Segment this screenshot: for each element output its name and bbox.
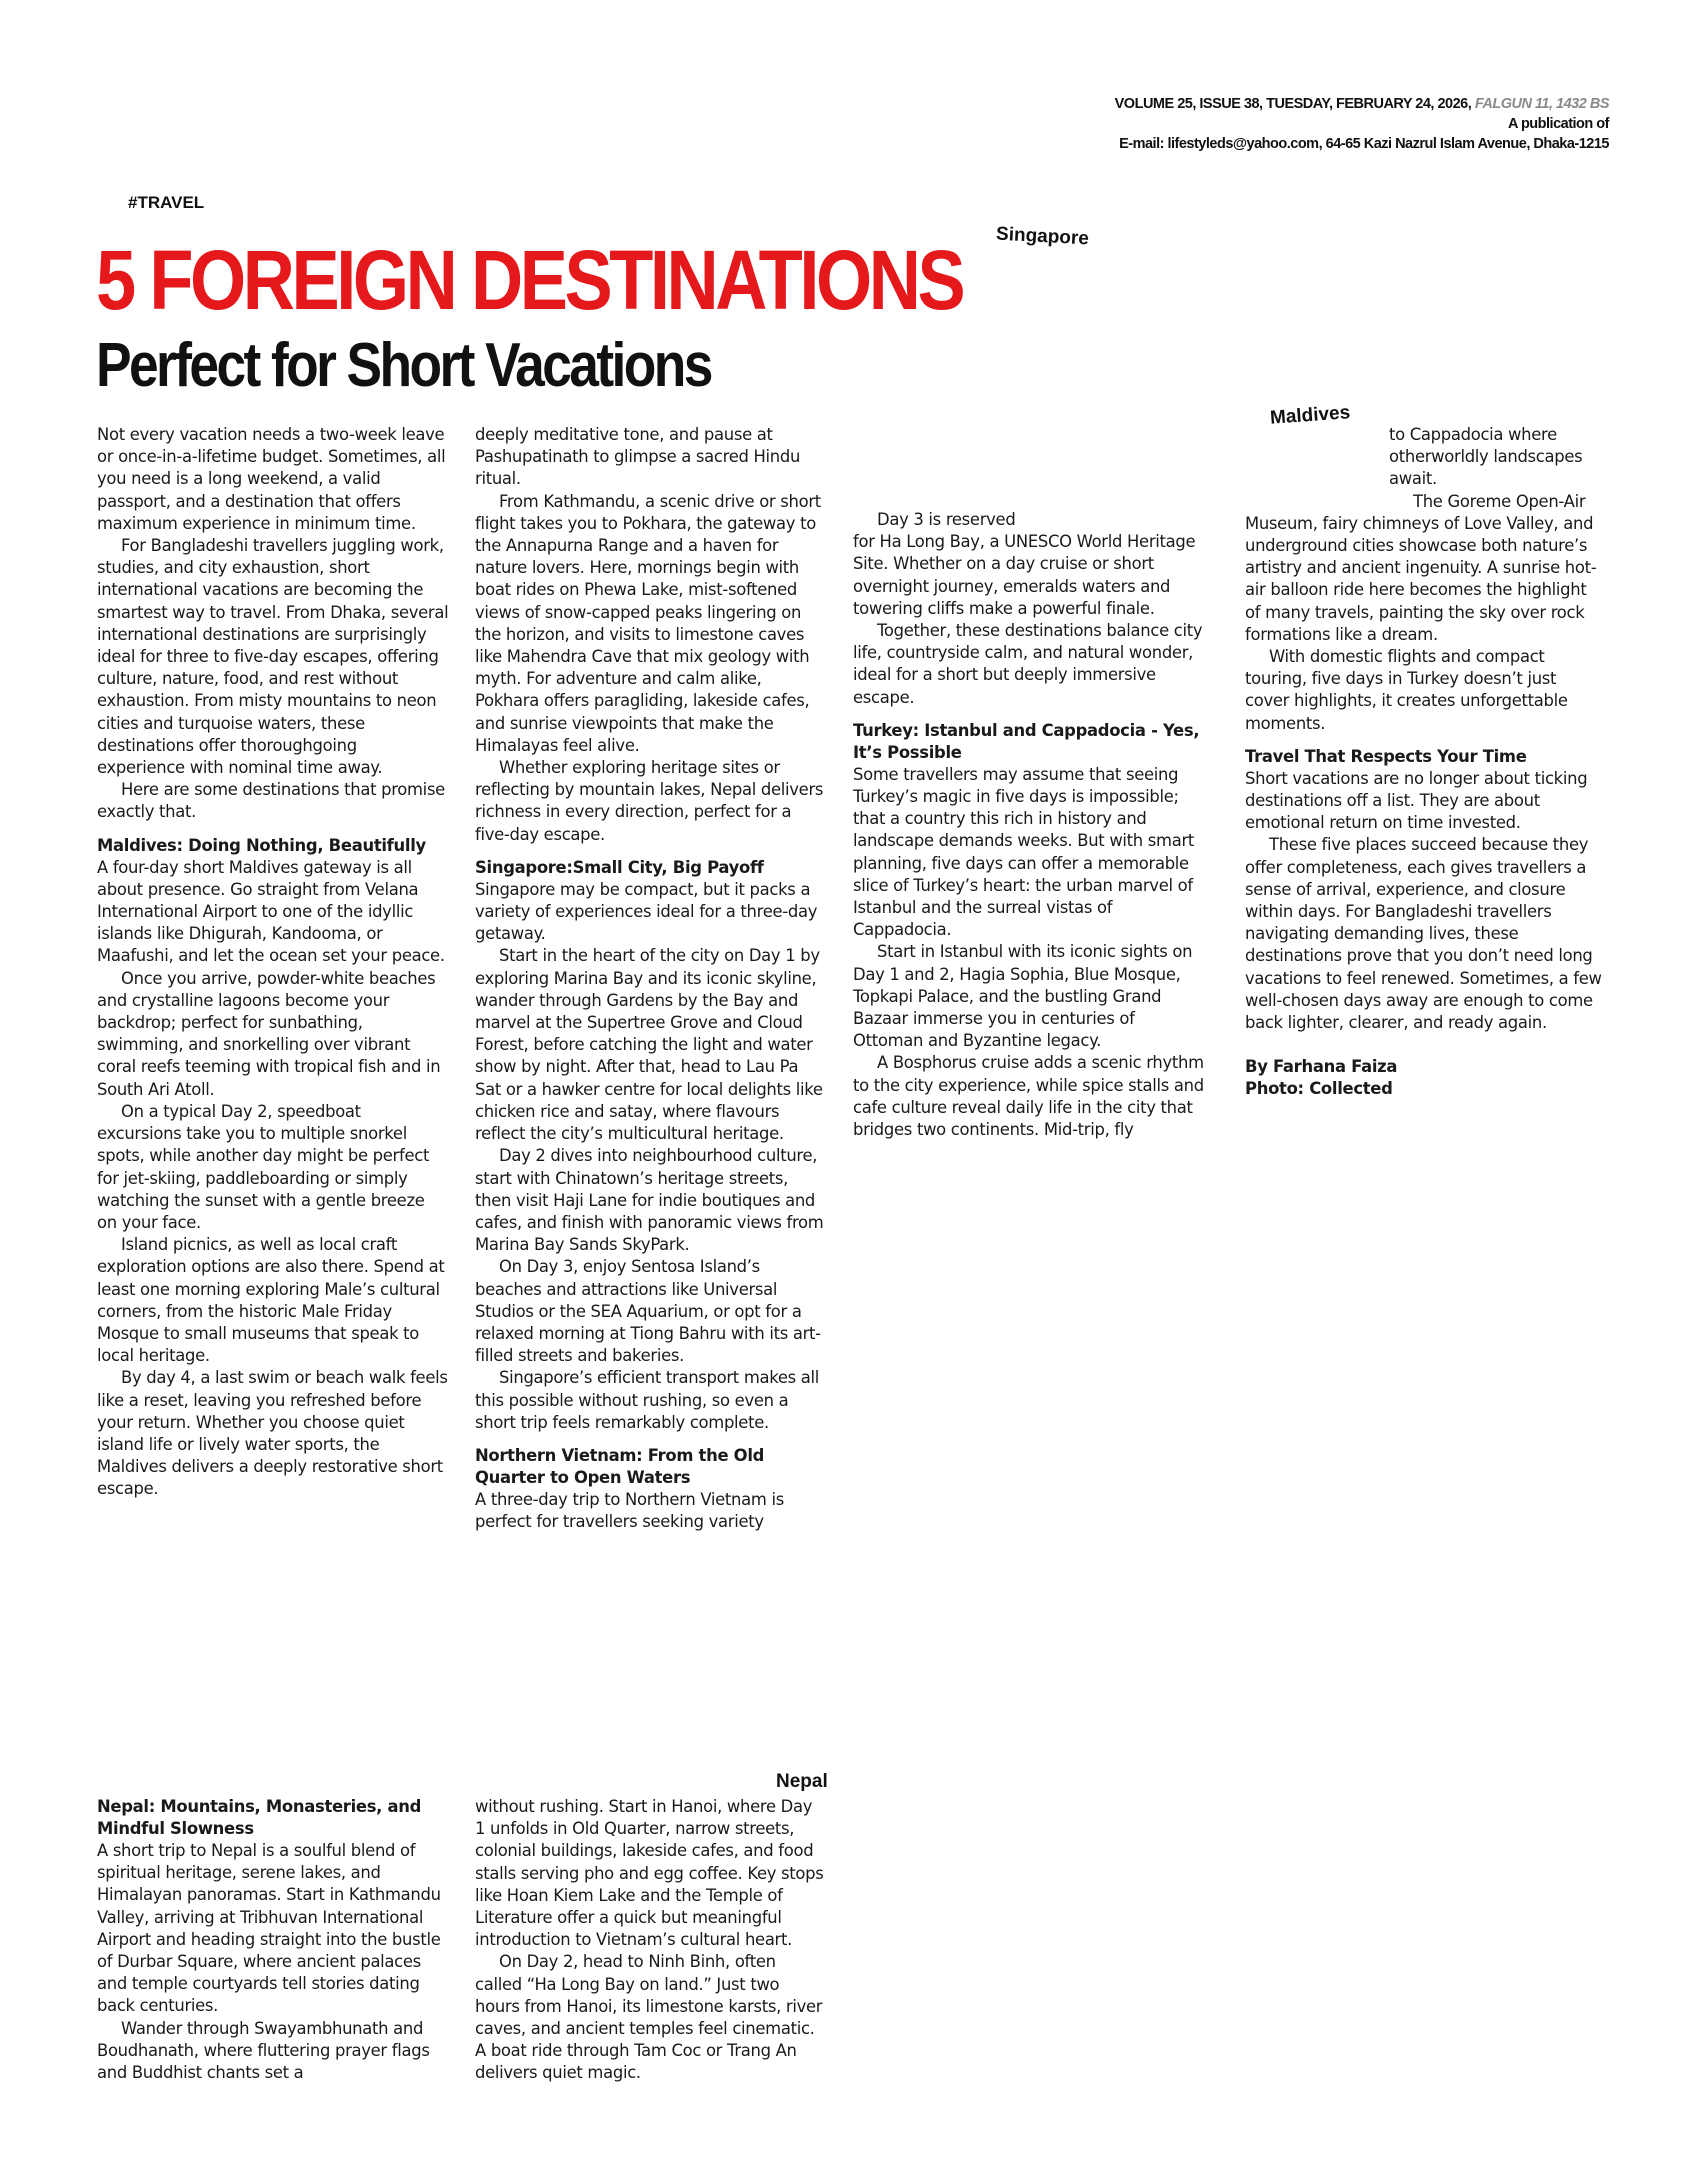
- body-paragraph: The Goreme Open-Air Museum, fairy chimneys of Love Valley, and underground cities showcase both nature’s artistry and ancient ingenuity. A sunrise hot-air balloon ride here becomes the highlight of many travels, painting the sky over rock formations like a dream.: [1245, 491, 1597, 644]
- body-paragraph: Whether exploring heritage sites or reflecting by mountain lakes, Nepal delivers richness in every direction, perfect for a five-day escape.: [475, 758, 824, 844]
- section-heading-conclusion: Travel That Respects Your Time: [1245, 746, 1527, 766]
- body-paragraph: Singapore’s efficient transport makes all this possible without rushing, so even a short trip feels remarkably complete.: [475, 1368, 820, 1432]
- article-column-5: [97, 1796, 449, 2084]
- body-paragraph: Short vacations are no longer about ticking destinations off a list. They are about emotional return on time invested.: [1245, 768, 1588, 833]
- photo-caption-singapore: Singapore: [995, 223, 1090, 250]
- body-paragraph: Wander through Swayambhunath and Boudhanath, where fluttering prayer flags and Buddhist chants set a: [97, 2018, 430, 2083]
- masthead: [1049, 94, 1609, 154]
- section-heading-turkey: Turkey: Istanbul and Cappadocia - Yes, It’s Possible: [853, 720, 1200, 762]
- byline: [1245, 1056, 1605, 1100]
- body-paragraph: On a typical Day 2, speedboat excursions take you to multiple snorkel spots, while another day might be perfect for jet-skiing, paddleboarding or simply watching the sunset with a gentle breeze on your face.: [97, 1101, 430, 1232]
- body-paragraph: On Day 3, enjoy Sentosa Island’s beaches and attractions like Universal Studios or the SEA Aquarium, or opt for a relaxed morning at Tiong Bahru with its art-filled streets and bakeries.: [475, 1257, 821, 1366]
- section-heading-nepal: Nepal: Mountains, Monasteries, and Mindful Slowness: [97, 1797, 422, 1838]
- body-paragraph: From Kathmandu, a scenic drive or short flight takes you to Pokhara, the gateway to the Annapurna Range and a haven for nature lovers. Here, mornings begin with boat rides on Phewa Lake, mist-softened views of snow-capped peaks lingering on the horizon, and visits to limestone caves like Mahendra Cave that mix geology with myth. For adventure and calm alike, Pokhara offers paragliding, lakeside cafes, and sunrise viewpoints that make the Himalayas feel alive.: [475, 491, 821, 755]
- section-tag: #TRAVEL: [128, 193, 205, 212]
- intro-paragraph: For Bangladeshi travellers juggling work, studies, and city exhaustion, short international vacations are becoming the smartest way to travel. From Dhaka, several international destinations are surprisingly ideal for three to five-day escapes, offering culture, nature, food, and rest without exhaustion. From misty mountains to neon cities and turquoise waters, these destinations offer thoroughgoing experience with nominal time away.: [97, 536, 449, 778]
- intro-paragraph: Not every vacation needs a two-week leave or once-in-a-lifetime budget. Sometimes, all you need is a long weekend, a valid passport, and a destination that offers maximum experience in minimum time.: [97, 425, 446, 533]
- article-column-2: [475, 424, 827, 1533]
- body-paragraph: With domestic flights and compact touring, five days in Turkey doesn’t just cover highlights, it creates unforgettable moments.: [1245, 647, 1568, 733]
- body-paragraph: without rushing. Start in Hanoi, where Day 1 unfolds in Old Quarter, narrow streets, colonial buildings, lakeside cafes, and food stalls serving pho and egg coffee. Key stops like Hoan Kiem Lake and the Temple of Literature offer a quick but meaningful introduction to Vietnam’s cultural heart.: [475, 1797, 824, 1950]
- contact-line: E-mail: lifestyleds@yahoo.com, 64-65 Kazi Nazrul Islam Avenue, Dhaka-1215: [1119, 136, 1609, 152]
- photo-credit: Photo: Collected: [1245, 1079, 1393, 1099]
- headline: 5 FOREIGN DESTINATIONS: [96, 233, 963, 327]
- photo-caption-nepal: Nepal: [776, 1771, 828, 1792]
- body-paragraph: On Day 2, head to Ninh Binh, often called “Ha Long Bay on land.” Just two hours from Hanoi, its limestone karsts, river caves, and ancient temples feel cinematic. A boat ride through Tam Coc or Trang An delivers quiet magic.: [475, 1952, 823, 2083]
- section-heading-maldives: Maldives: Doing Nothing, Beautifully: [97, 835, 426, 855]
- intro-paragraph: Here are some destinations that promise exactly that.: [97, 780, 445, 822]
- body-paragraph: Together, these destinations balance city life, countryside calm, and natural wonder, ideal for a short but deeply immersive escape.: [853, 621, 1203, 707]
- publication-line: A publication of: [1507, 116, 1609, 132]
- body-paragraph: Day 2 dives into neighbourhood culture, start with Chinatown’s heritage streets, then visit Haji Lane for indie boutiques and cafes, and finish with panoramic views from Marina Bay Sands SkyPark.: [475, 1146, 824, 1255]
- body-paragraph: A three-day trip to Northern Vietnam is perfect for travellers seeking variety: [475, 1489, 784, 1532]
- falgun-date: FALGUN 11, 1432 BS: [1474, 96, 1609, 112]
- article-column-6: [475, 1796, 827, 2085]
- body-paragraph: Once you arrive, powder-white beaches and crystalline lagoons become your backdrop; perfect for sunbathing, swimming, and snorkelling over vibrant coral reefs teeming with tropical fish and in South Ari Atoll.: [97, 968, 441, 1099]
- day3-rest: for Ha Long Bay, a UNESCO World Heritage Site. Whether on a day cruise or short overnight journey, emeralds waters and towering cliffs make a powerful finale.: [853, 532, 1196, 618]
- section-heading-vietnam: Northern Vietnam: From the Old Quarter to Open Waters: [475, 1445, 765, 1487]
- section-heading-singapore: Singapore:Small City, Big Payoff: [475, 857, 764, 877]
- article-column-1: [97, 424, 449, 1501]
- issue-date: VOLUME 25, ISSUE 38, TUESDAY, FEBRUARY 24, 2026,: [1114, 96, 1472, 112]
- photo-caption-maldives: Maldives: [1269, 402, 1351, 429]
- day3-lead: Day 3 is reserved: [877, 510, 1016, 529]
- body-paragraph: A Bosphorus cruise adds a scenic rhythm to the city experience, while spice stalls and cafe culture reveal daily life in the city that bridges two continents. Mid-trip, fly: [853, 1053, 1204, 1140]
- author: By Farhana Faiza: [1245, 1057, 1398, 1077]
- body-paragraph: Start in Istanbul with its iconic sights on Day 1 and 2, Hagia Sophia, Blue Mosque, Topkapi Palace, and the bustling Grand Bazaar immerse you in centuries of Ottoman and Byzantine legacy.: [853, 942, 1193, 1051]
- body-paragraph: Singapore may be compact, but it packs a variety of experiences ideal for a three-day getaway.: [475, 879, 818, 944]
- body-paragraph: A short trip to Nepal is a soulful blend of spiritual heritage, serene lakes, and Himalayan panoramas. Start in Kathmandu Valley, arriving at Tribhuvan International Airport and heading straight into the bustle of Durbar Square, where ancient palaces and temple courtyards tell stories dating back centuries.: [97, 1841, 441, 2016]
- body-paragraph: By day 4, a last swim or beach walk feels like a reset, leaving you refreshed before your return. Whether you choose quiet island life or lively water sports, the Maldives delivers a deeply restorative short escape.: [97, 1368, 448, 1499]
- body-paragraph: deeply meditative tone, and pause at Pashupatinath to glimpse a sacred Hindu ritual.: [475, 425, 801, 489]
- article-column-4: [1245, 424, 1605, 1100]
- body-paragraph: Island picnics, as well as local craft exploration options are also there. Spend at least one morning exploring Male’s cultural corners, from the historic Male Friday Mosque to small museums that speak to local heritage.: [97, 1235, 445, 1366]
- body-paragraph: A four-day short Maldives gateway is all about presence. Go straight from Velana International Airport to one of the idyllic islands like Dhigurah, Kandooma, or Maafushi, and let the ocean set your peace.: [97, 857, 445, 966]
- body-paragraph: to Cappadocia where otherworldly landscapes await.: [1389, 425, 1583, 489]
- subheadline: Perfect for Short Vacations: [96, 331, 711, 400]
- article-column-3: [853, 509, 1205, 1141]
- body-paragraph: Start in the heart of the city on Day 1 by exploring Marina Bay and its iconic skyline, wander through Gardens by the Bay and marvel at the Supertree Grove and Cloud Forest, before catching the light and water show by night. After that, head to Lau Pa Sat or a hawker centre for local delights like chicken rice and satay, where flavours reflect the city’s multicultural heritage.: [475, 946, 823, 1144]
- issue-line: [1049, 94, 1609, 114]
- body-paragraph: [853, 509, 1205, 620]
- body-paragraph: Some travellers may assume that seeing Turkey’s magic in five days is impossible; that a country this rich in history and landscape demands weeks. But with smart planning, five days can offer a memorable slice of Turkey’s heart: the urban marvel of Istanbul and the surreal vistas of Cappadocia.: [853, 764, 1195, 940]
- body-paragraph: These five places succeed because they offer completeness, each gives travellers a sense of arrival, experience, and closure within days. For Bangladeshi travellers navigating demanding lives, these destinations prove that you don’t need long vacations to feel renewed. Sometimes, a few well-chosen days away are enough to come back lighter, clearer, and ready again.: [1245, 835, 1602, 1033]
